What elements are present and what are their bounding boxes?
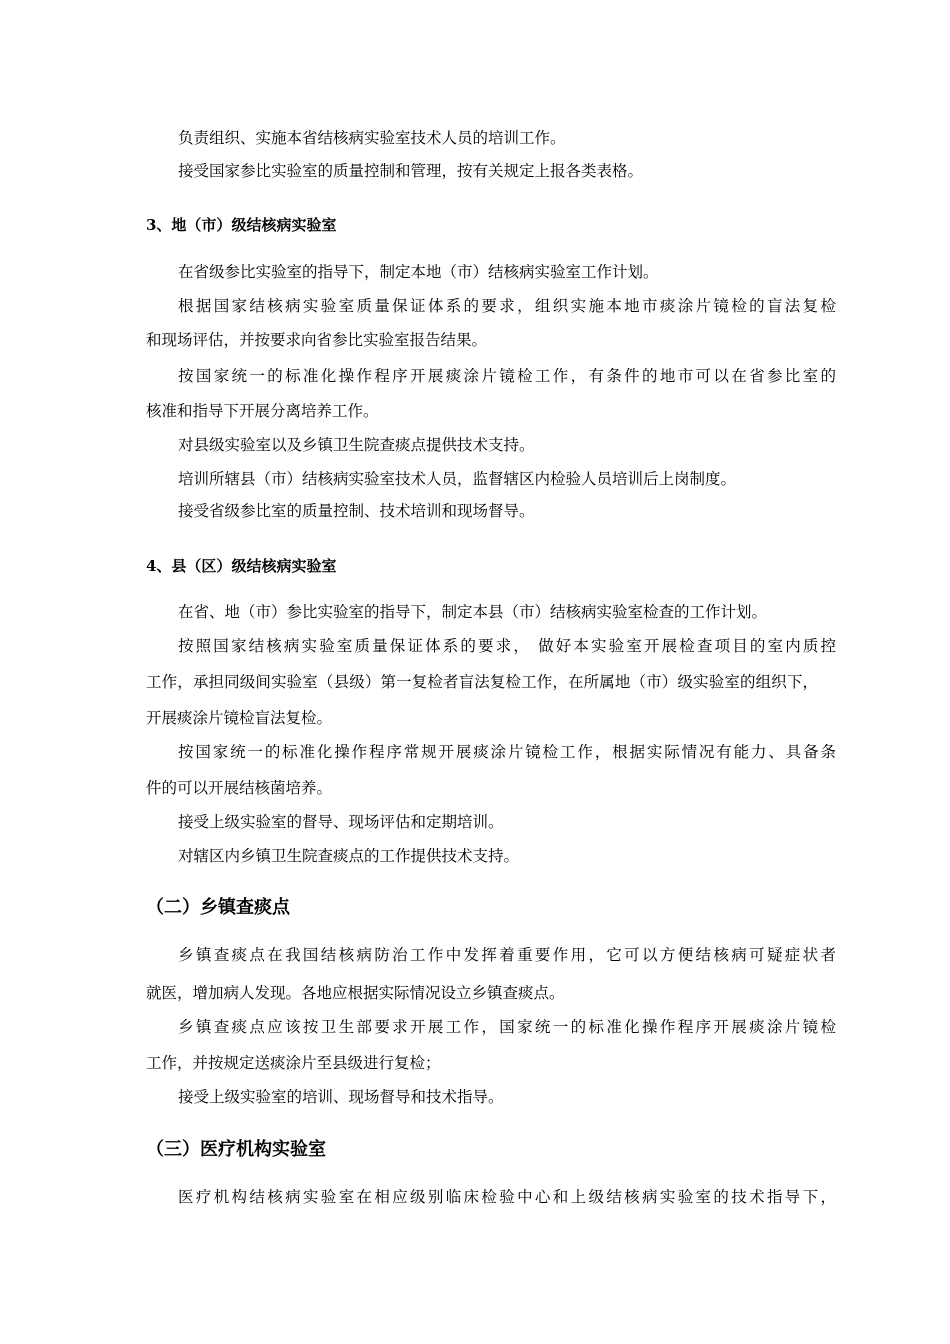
paragraph-line: 按照国家结核病实验室质量保证体系的要求， 做好本实验室开展检查项目的室内质控 bbox=[178, 637, 836, 655]
paragraph-line: 在省、地（市）参比实验室的指导下，制定本县（市）结核病实验室检查的工作计划。 bbox=[178, 603, 768, 621]
paragraph-line: 工作，承担同级间实验室（县级）第一复检者盲法复检工作，在所属地（市）级实验室的组织下， bbox=[146, 673, 818, 691]
paragraph-line: 接受国家参比实验室的质量控制和管理，按有关规定上报各类表格。 bbox=[178, 162, 644, 180]
paragraph-line: 根据国家结核病实验室质量保证体系的要求，组织实施本地市痰涂片镜检的盲法复检 bbox=[178, 297, 836, 315]
paragraph-line: 接受上级实验室的督导、现场评估和定期培训。 bbox=[178, 813, 504, 831]
paragraph-line: 负责组织、实施本省结核病实验室技术人员的培训工作。 bbox=[178, 129, 566, 147]
paragraph-line: 接受省级参比室的质量控制、技术培训和现场督导。 bbox=[178, 502, 535, 520]
paragraph-line: 件的可以开展结核菌培养。 bbox=[146, 779, 333, 797]
paragraph-line: 乡镇查痰点应该按卫生部要求开展工作，国家统一的标准化操作程序开展痰涂片镜检 bbox=[178, 1018, 836, 1036]
paragraph-line: 按国家统一的标准化操作程序常规开展痰涂片镜检工作，根据实际情况有能力、具备条 bbox=[178, 743, 836, 761]
paragraph-line: 培训所辖县（市）结核病实验室技术人员，监督辖区内检验人员培训后上岗制度。 bbox=[178, 470, 737, 488]
section-heading-county-lab: 4、县（区）级结核病实验室 bbox=[146, 557, 337, 575]
paragraph-line: 在省级参比实验室的指导下，制定本地（市）结核病实验室工作计划。 bbox=[178, 263, 659, 281]
paragraph-line: 对辖区内乡镇卫生院查痰点的工作提供技术支持。 bbox=[178, 847, 520, 865]
paragraph-line: 工作，并按规定送痰涂片至县级进行复检； bbox=[146, 1054, 441, 1072]
paragraph-line: 开展痰涂片镜检盲法复检。 bbox=[146, 709, 333, 727]
paragraph-line: 乡镇查痰点在我国结核病防治工作中发挥着重要作用，它可以方便结核病可疑症状者 bbox=[178, 946, 836, 964]
section-heading-city-lab: 3、地（市）级结核病实验室 bbox=[146, 216, 337, 234]
paragraph-line: 医疗机构结核病实验室在相应级别临床检验中心和上级结核病实验室的技术指导下， bbox=[178, 1188, 836, 1206]
section-heading-medical-lab: （三）医疗机构实验室 bbox=[146, 1139, 326, 1160]
paragraph-line: 和现场评估，并按要求向省参比实验室报告结果。 bbox=[146, 331, 488, 349]
section-heading-township: （二）乡镇查痰点 bbox=[146, 897, 290, 918]
paragraph-line: 就医，增加病人发现。各地应根据实际情况设立乡镇查痰点。 bbox=[146, 984, 565, 1002]
paragraph-line: 核准和指导下开展分离培养工作。 bbox=[146, 402, 379, 420]
paragraph-line: 按国家统一的标准化操作程序开展痰涂片镜检工作，有条件的地市可以在省参比室的 bbox=[178, 367, 836, 385]
paragraph-line: 接受上级实验室的培训、现场督导和技术指导。 bbox=[178, 1088, 504, 1106]
paragraph-line: 对县级实验室以及乡镇卫生院查痰点提供技术支持。 bbox=[178, 436, 535, 454]
